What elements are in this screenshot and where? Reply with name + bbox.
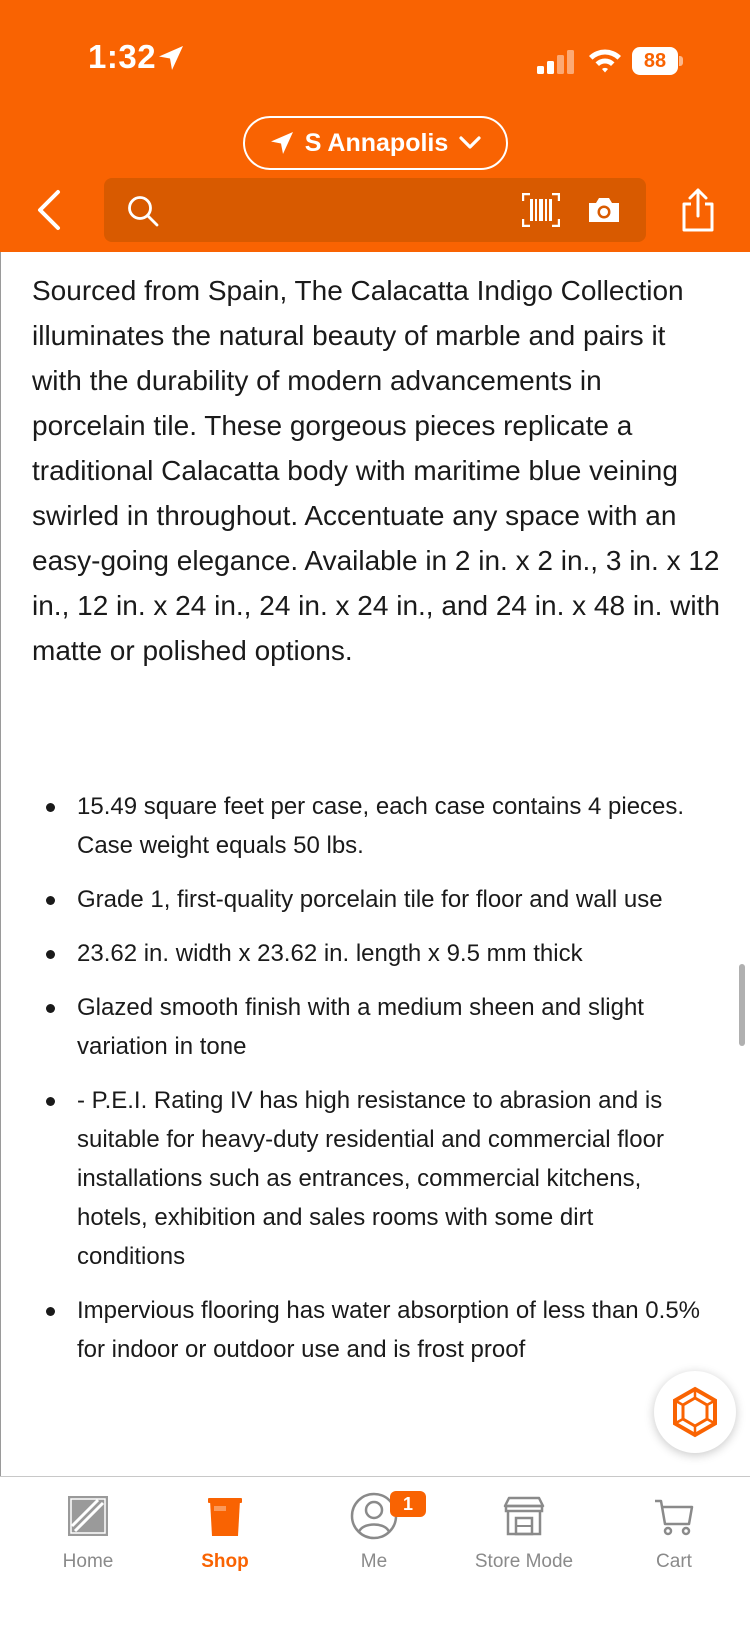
camera-icon[interactable] <box>586 194 622 226</box>
wifi-icon <box>587 46 623 74</box>
chevron-down-icon <box>458 131 482 155</box>
feature-list <box>46 787 706 1384</box>
list-item: Impervious flooring has water absorption of less than 0.5% for indoor or outdoor use and is frost proof <box>46 1291 706 1369</box>
tab-store-mode[interactable] <box>449 1491 599 1611</box>
chat-assistant-button[interactable] <box>654 1371 736 1453</box>
list-item: Grade 1, first-quality porcelain tile for floor and wall use <box>46 880 706 919</box>
share-icon[interactable] <box>676 186 720 234</box>
tab-label: Cart <box>656 1551 692 1572</box>
tab-me[interactable] <box>299 1491 449 1611</box>
location-arrow-icon <box>269 130 295 156</box>
tab-label: Home <box>62 1551 114 1572</box>
status-time: 1:32 <box>88 38 157 75</box>
tab-shop[interactable] <box>150 1491 300 1611</box>
status-bar <box>0 0 750 110</box>
cart-icon <box>649 1491 699 1541</box>
product-details[interactable] <box>0 252 750 1476</box>
list-item: 23.62 in. width x 23.62 in. length x 9.5 mm thick <box>46 934 706 973</box>
search-icon <box>126 194 160 228</box>
tab-bar <box>0 1476 750 1631</box>
search-input[interactable] <box>104 178 646 242</box>
back-icon[interactable] <box>28 186 72 234</box>
product-description: Sourced from Spain, The Calacatta Indigo Collection illuminates the natural beauty of marble and pairs it with the durability of modern advancements in porcelain tile. These gorgeous pieces replicate a traditional Calacatta body with maritime blue veining swirled in throughout. Accentuate any space with an easy-going elegance. Available in 2 in. x 2 in., 3 in. x 12 in., 12 in. x 24 in., 24 in. x 24 in., and 24 in. x 48 in. with matte or polished options. <box>32 275 720 666</box>
store-selector[interactable] <box>243 116 508 170</box>
scrollbar-thumb[interactable] <box>739 964 745 1046</box>
tab-label: Store Mode <box>474 1551 574 1572</box>
tab-label: Me <box>360 1551 388 1572</box>
tab-label: Shop <box>201 1551 249 1572</box>
store-name: S Annapolis <box>304 128 449 157</box>
chat-assistant-icon <box>669 1386 721 1438</box>
battery-level: 88 <box>643 50 667 72</box>
signal-icon <box>537 50 575 74</box>
tab-home[interactable] <box>13 1491 163 1611</box>
home-depot-logo-icon <box>63 1491 113 1541</box>
tab-cart[interactable] <box>599 1491 749 1611</box>
notification-badge: 1 <box>390 1491 426 1517</box>
location-arrow-icon <box>156 43 186 73</box>
bucket-icon <box>200 1491 250 1541</box>
app-header <box>0 0 750 252</box>
list-item: 15.49 square feet per case, each case contains 4 pieces. Case weight equals 50 lbs. <box>46 787 706 865</box>
store-icon <box>499 1491 549 1541</box>
battery-icon <box>632 47 682 75</box>
barcode-icon[interactable] <box>522 193 560 227</box>
list-item: Glazed smooth finish with a medium sheen and slight variation in tone <box>46 988 706 1066</box>
list-item: - P.E.I. Rating IV has high resistance to abrasion and is suitable for heavy-duty residential and commercial floor installations such as entrances, commercial kitchens, hotels, exhibition and sales rooms with some dirt conditions <box>46 1081 706 1276</box>
